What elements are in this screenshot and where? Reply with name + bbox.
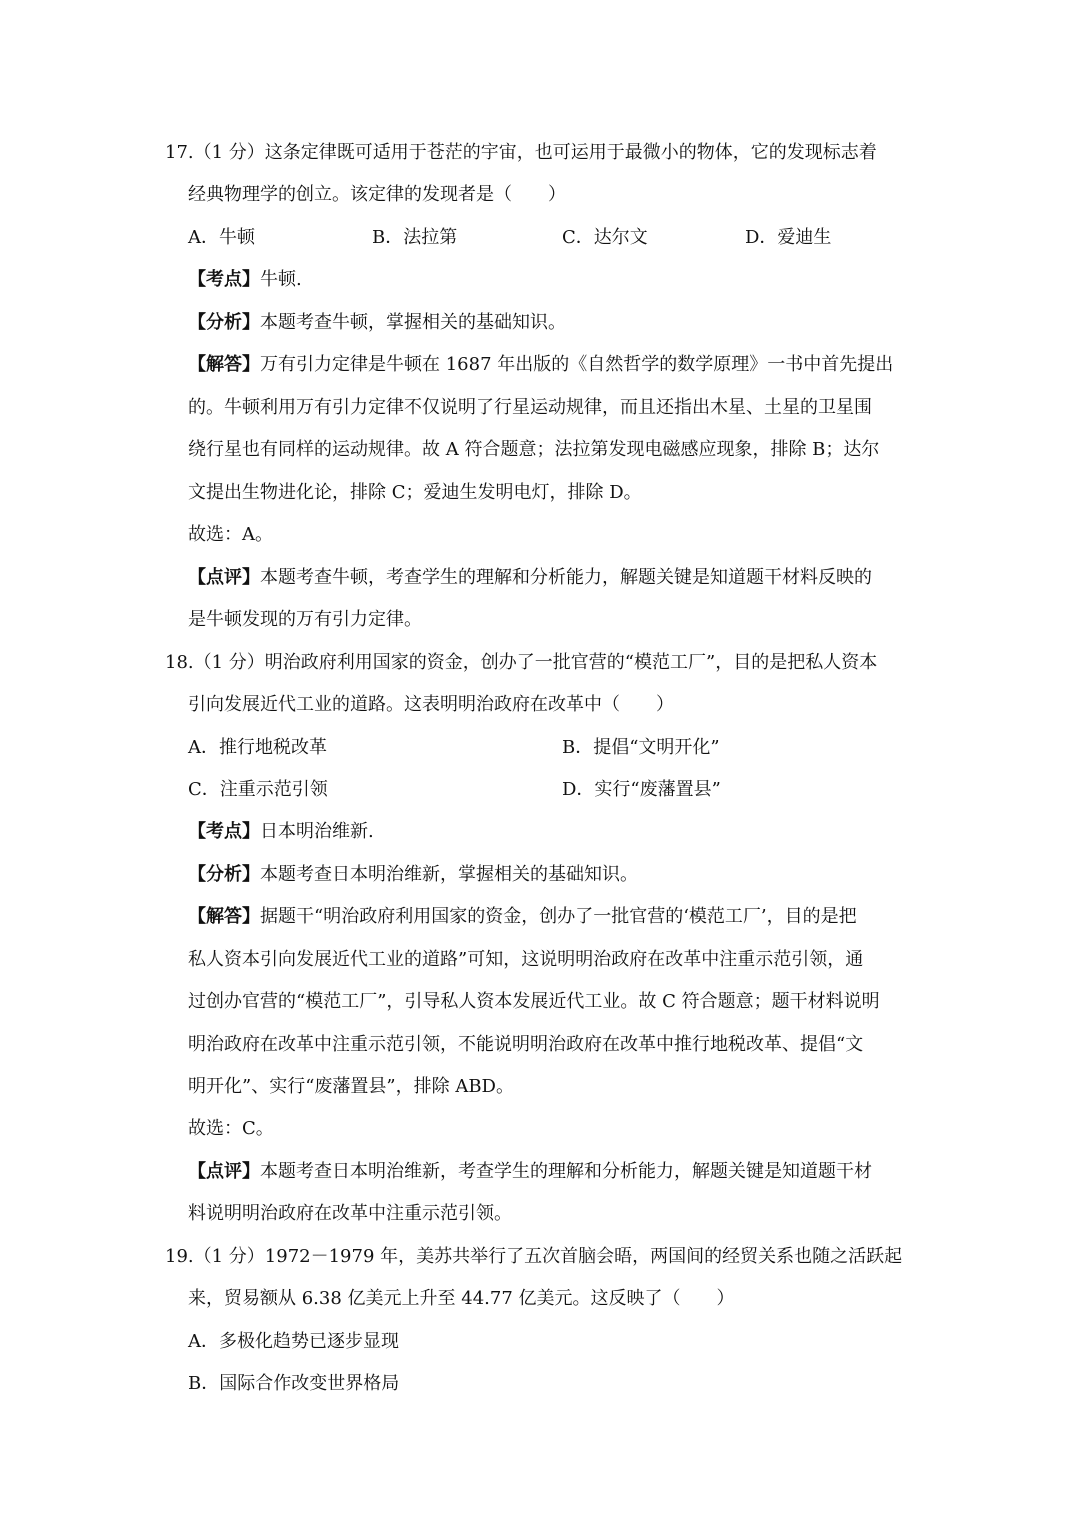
q18-jieda-line-4: 明治政府在改革中注重示范引领，不能说明明治政府在改革中推行地税改革、提倡“文 bbox=[188, 1034, 864, 1055]
q17-jieda-line-3: 绕行星也有同样的运动规律。故 A 符合题意；法拉第发现电磁感应现象，排除 B；达尔 bbox=[188, 439, 880, 460]
q17-fenxi-text: 本题考查牛顿，掌握相关的基础知识。 bbox=[260, 312, 566, 333]
q17-stem-line-1: 17.（1 分）这条定律既可适用于苍茫的宇宙，也可运用于最微小的物体，它的发现标志着 bbox=[165, 142, 877, 163]
q17-jieda bbox=[188, 353, 893, 377]
q18-fenxi-label: 【分析】 bbox=[188, 864, 260, 885]
q19-option-b: B．国际合作改变世界格局 bbox=[188, 1373, 400, 1394]
q18-dianping-label: 【点评】 bbox=[188, 1161, 260, 1182]
q17-dianping-label: 【点评】 bbox=[188, 567, 260, 588]
q18-option-c: C．注重示范引领 bbox=[188, 779, 328, 800]
q18-kaodian-text: 日本明治维新. bbox=[260, 821, 374, 842]
q18-kaodian-label: 【考点】 bbox=[188, 821, 260, 842]
q19-stem-line-2: 来，贸易额从 6.38 亿美元上升至 44.77 亿美元。这反映了（ ） bbox=[188, 1288, 735, 1309]
q17-jieda-line-1: 万有引力定律是牛顿在 1687 年出版的《自然哲学的数学原理》一书中首先提出 bbox=[260, 354, 894, 375]
q17-stem-line-2: 经典物理学的创立。该定律的发现者是（ ） bbox=[188, 184, 566, 205]
q18-stem-line-2: 引向发展近代工业的道路。这表明明治政府在改革中（ ） bbox=[188, 694, 674, 715]
q17-dianping bbox=[188, 566, 872, 590]
q18-answer: 故选：C。 bbox=[188, 1118, 274, 1139]
q17-dianping-line-2: 是牛顿发现的万有引力定律。 bbox=[188, 609, 422, 630]
q18-fenxi-text: 本题考查日本明治维新，掌握相关的基础知识。 bbox=[260, 864, 638, 885]
q17-option-b: B．法拉第 bbox=[372, 227, 458, 248]
q17-fenxi-label: 【分析】 bbox=[188, 312, 260, 333]
q17-jieda-line-2: 的。牛顿利用万有引力定律不仅说明了行星运动规律，而且还指出木星、土星的卫星围 bbox=[188, 397, 872, 418]
q18-dianping-line-1: 本题考查日本明治维新，考查学生的理解和分析能力，解题关键是知道题干材 bbox=[260, 1161, 872, 1182]
q18-option-d: D．实行“废藩置县” bbox=[562, 779, 721, 800]
q18-dianping-line-2: 料说明明治政府在改革中注重示范引领。 bbox=[188, 1203, 512, 1224]
q18-jieda-label: 【解答】 bbox=[188, 906, 260, 927]
q18-jieda-line-2: 私人资本引向发展近代工业的道路”可知，这说明明治政府在改革中注重示范引领，通 bbox=[188, 949, 864, 970]
q17-option-a: A．牛顿 bbox=[188, 227, 255, 248]
q17-option-d: D．爱迪生 bbox=[745, 227, 832, 248]
q18-kaodian bbox=[188, 820, 374, 844]
q17-answer: 故选：A。 bbox=[188, 524, 273, 545]
q18-jieda-line-3: 过创办官营的“模范工厂”，引导私人资本发展近代工业。故 C 符合题意；题干材料说明 bbox=[188, 991, 880, 1012]
q17-kaodian-text: 牛顿. bbox=[260, 269, 302, 290]
q17-jieda-line-4: 文提出生物进化论，排除 C；爱迪生发明电灯，排除 D。 bbox=[188, 482, 642, 503]
q17-option-c: C．达尔文 bbox=[562, 227, 648, 248]
q19-stem-line-1: 19.（1 分）1972－1979 年，美苏共举行了五次首脑会晤，两国间的经贸关系也随之活跃起 bbox=[165, 1246, 903, 1267]
q17-kaodian-label: 【考点】 bbox=[188, 269, 260, 290]
q18-fenxi bbox=[188, 863, 638, 887]
q19-option-a: A．多极化趋势已逐步显现 bbox=[188, 1331, 399, 1352]
q18-option-a: A．推行地税改革 bbox=[188, 737, 327, 758]
q17-kaodian bbox=[188, 268, 302, 292]
q18-dianping bbox=[188, 1160, 872, 1184]
q17-dianping-line-1: 本题考查牛顿，考查学生的理解和分析能力，解题关键是知道题干材料反映的 bbox=[260, 567, 872, 588]
q18-jieda-line-1: 据题干“明治政府利用国家的资金，创办了一批官营的‘模范工厂’，目的是把 bbox=[260, 906, 857, 927]
q18-jieda-line-5: 明开化”、实行“废藩置县”，排除 ABD。 bbox=[188, 1076, 514, 1097]
q17-jieda-label: 【解答】 bbox=[188, 354, 260, 375]
q18-jieda bbox=[188, 905, 857, 929]
q18-stem-line-1: 18.（1 分）明治政府利用国家的资金，创办了一批官营的“模范工厂”，目的是把私人资本 bbox=[165, 652, 878, 673]
q18-option-b: B．提倡“文明开化” bbox=[562, 737, 720, 758]
q17-fenxi bbox=[188, 311, 566, 335]
